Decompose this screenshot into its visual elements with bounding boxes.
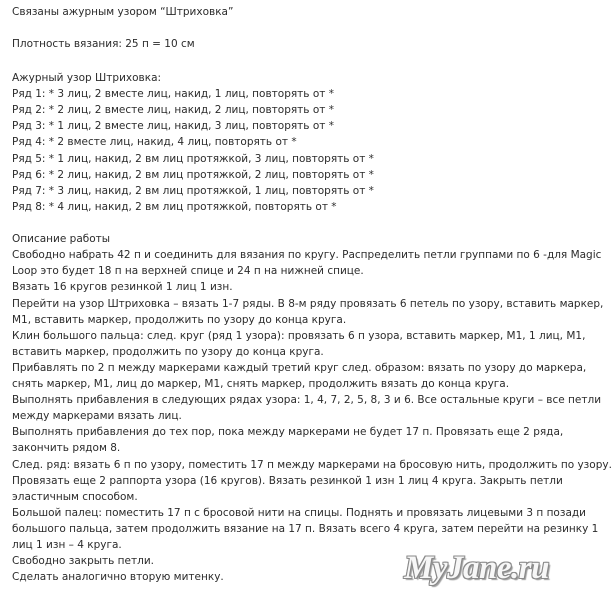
description-line: снять маркер, М1, лиц до маркер, М1, снять маркер, продолжить вязать до конца круга. bbox=[12, 378, 510, 390]
description-line: Свободно набрать 42 п и соединить для вязания по кругу. Распределить петли группами по 6 -для Magic bbox=[12, 249, 602, 261]
pattern-row: Ряд 1: * 3 лиц, 2 вместе лиц, накид, 1 лиц, повторять от * bbox=[12, 88, 334, 100]
description-line: закончить рядом 8. bbox=[12, 442, 121, 454]
description-line: Выполнять прибавления в следующих рядах узора: 1, 4, 7, 2, 5, 8, 3 и 6. Все остальные круги – все петли bbox=[12, 394, 602, 406]
description-line: вставить маркер, продолжить по узору до конца круга. bbox=[12, 346, 324, 358]
site-watermark-logo: MyJane.ru bbox=[404, 550, 549, 586]
description-line: лиц 1 изн – 4 круга. bbox=[12, 539, 122, 551]
description-line: След. ряд: вязать 6 п по узору, поместить 17 п между маркерами на бросовую нить, продолжить по узору. bbox=[12, 459, 612, 471]
pattern-row: Ряд 4: * 2 вместе лиц, накид, 4 лиц, повторять от * bbox=[12, 136, 297, 148]
description-line: Перейти на узор Штриховка – вязать 1-7 ряды. В 8-м ряду провязать 6 петель по узору, вставить маркер, bbox=[12, 298, 604, 310]
description-line: Сделать аналогично вторую митенку. bbox=[12, 571, 224, 583]
pattern-row: Ряд 8: * 4 лиц, накид, 2 вм лиц протяжкой, повторять от * bbox=[12, 201, 337, 213]
pattern-row: Ряд 3: * 1 лиц, 2 вместе лиц, накид, 3 лиц, повторять от * bbox=[12, 120, 334, 132]
knitting-density: Плотность вязания: 25 п = 10 см bbox=[12, 38, 195, 50]
pattern-heading: Ажурный узор Штриховка: bbox=[12, 72, 162, 84]
description-line: большого пальца, затем продолжить вязание на 17 п. Вязать всего 4 круга, затем перейти на резинку 1 bbox=[12, 523, 599, 535]
description-line: М1, вставить маркер, продолжить по узору до конца круга. bbox=[12, 314, 347, 326]
description-line: Loop это будет 18 п на верхней спице и 24 п на нижней спице. bbox=[12, 265, 364, 277]
description-heading: Описание работы bbox=[12, 233, 111, 245]
description-line: Свободно закрыть петли. bbox=[12, 555, 155, 567]
description-line: Прибавлять по 2 п между маркерами каждый третий круг след. образом: вязать по узору до маркера, bbox=[12, 362, 587, 374]
pattern-row: Ряд 6: * 2 лиц, накид, 2 вм лиц протяжкой, 2 лиц, повторять от * bbox=[12, 169, 374, 181]
description-line: Вязать 16 кругов резинкой 1 лиц 1 изн. bbox=[12, 281, 233, 293]
description-line: Провязать еще 2 раппорта узора (16 кругов). Вязать резинкой 1 изн 1 лиц 4 круга. Закрыть петли bbox=[12, 475, 563, 487]
description-line: эластичным способом. bbox=[12, 491, 138, 503]
document-title: Связаны ажурным узором “Штриховка” bbox=[12, 6, 234, 18]
pattern-row: Ряд 7: * 3 лиц, накид, 2 вм лиц протяжкой, 1 лиц, повторять от * bbox=[12, 185, 374, 197]
description-line: Клин большого пальца: след. круг (ряд 1 узора): провязать 6 п узора, вставить маркер, М1, 1 лиц, М1, bbox=[12, 330, 586, 342]
description-line: Большой палец: поместить 17 п с бросовой нити на спицы. Поднять и провязать лицевыми 3 п позади bbox=[12, 507, 586, 519]
pattern-row: Ряд 5: * 1 лиц, накид, 2 вм лиц протяжкой, 3 лиц, повторять от * bbox=[12, 153, 374, 165]
description-line: Выполнять прибавления до тех пор, пока между маркерами не будет 17 п. Провязать еще 2 ряда, bbox=[12, 426, 564, 438]
pattern-row: Ряд 2: * 2 лиц, 2 вместе лиц, накид, 2 лиц, повторять от * bbox=[12, 104, 334, 116]
description-line: между маркерами вязать лиц. bbox=[12, 410, 182, 422]
